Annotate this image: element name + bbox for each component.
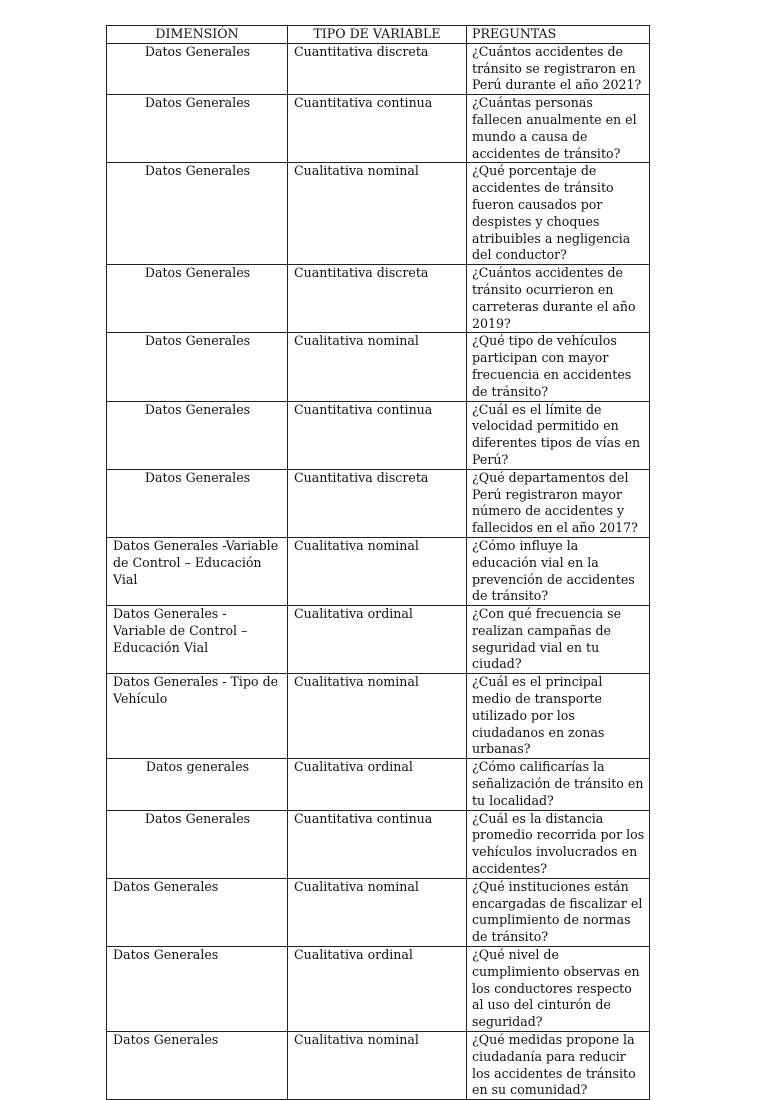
table-row <box>107 163 650 265</box>
tipo-variable-cell: Cualitativa nominal <box>288 537 467 605</box>
pregunta-cell: ¿Qué nivel de cumplimiento observas en los conductores respecto al uso del cinturón de seguridad? <box>467 947 650 1032</box>
tipo-variable-cell: Cualitativa nominal <box>288 333 467 401</box>
dimension-cell: Datos Generales <box>107 265 288 333</box>
dimension-cell: Datos Generales <box>107 810 288 878</box>
tipo-variable-cell: Cualitativa ordinal <box>288 759 467 810</box>
table-row <box>107 537 650 605</box>
pregunta-cell: ¿Qué porcentaje de accidentes de tránsito fueron causados por despistes y choques atribuibles a negligencia del conductor? <box>467 163 650 265</box>
tipo-variable-cell: Cualitativa nominal <box>288 878 467 946</box>
header-preguntas: PREGUNTAS <box>467 26 650 44</box>
table-row <box>107 947 650 1032</box>
dimension-cell: Datos Generales <box>107 333 288 401</box>
tipo-variable-cell: Cuantitativa discreta <box>288 43 467 94</box>
table-row <box>107 95 650 163</box>
tipo-variable-cell: Cuantitativa discreta <box>288 265 467 333</box>
tipo-variable-cell: Cualitativa nominal <box>288 163 467 265</box>
dimension-cell: Datos Generales <box>107 1032 288 1100</box>
tipo-variable-cell: Cualitativa nominal <box>288 1032 467 1100</box>
table-row <box>107 43 650 94</box>
table-row <box>107 878 650 946</box>
tipo-variable-cell: Cualitativa ordinal <box>288 947 467 1032</box>
dimension-cell: Datos Generales <box>107 878 288 946</box>
dimension-cell: Datos Generales <box>107 163 288 265</box>
tipo-variable-cell: Cuantitativa continua <box>288 95 467 163</box>
table-row <box>107 333 650 401</box>
table-row <box>107 1032 650 1100</box>
tipo-variable-cell: Cualitativa nominal <box>288 674 467 759</box>
table-row <box>107 674 650 759</box>
pregunta-cell: ¿Cómo calificarías la señalización de tránsito en tu localidad? <box>467 759 650 810</box>
pregunta-cell: ¿Cuántos accidentes de tránsito se registraron en Perú durante el año 2021? <box>467 43 650 94</box>
pregunta-cell: ¿Cuántos accidentes de tránsito ocurrieron en carreteras durante el año 2019? <box>467 265 650 333</box>
header-tipo-variable: TIPO DE VARIABLE <box>288 26 467 44</box>
dimension-cell: Datos Generales <box>107 947 288 1032</box>
dimension-cell: Datos Generales <box>107 43 288 94</box>
tipo-variable-cell: Cuantitativa discreta <box>288 469 467 537</box>
dimension-cell: Datos Generales - Tipo de Vehículo <box>107 674 288 759</box>
dimension-cell: Datos Generales <box>107 469 288 537</box>
table-row <box>107 401 650 469</box>
pregunta-cell: ¿Cuál es la distancia promedio recorrida por los vehículos involucrados en accidentes? <box>467 810 650 878</box>
pregunta-cell: ¿Qué tipo de vehículos participan con mayor frecuencia en accidentes de tránsito? <box>467 333 650 401</box>
table-row <box>107 469 650 537</box>
pregunta-cell: ¿Qué instituciones están encargadas de fiscalizar el cumplimiento de normas de tránsito? <box>467 878 650 946</box>
pregunta-cell: ¿Qué medidas propone la ciudadanía para reducir los accidentes de tránsito en su comunidad? <box>467 1032 650 1100</box>
tipo-variable-cell: Cuantitativa continua <box>288 401 467 469</box>
tipo-variable-cell: Cualitativa ordinal <box>288 606 467 674</box>
variables-table <box>106 25 650 1100</box>
pregunta-cell: ¿Cuántas personas fallecen anualmente en el mundo a causa de accidentes de tránsito? <box>467 95 650 163</box>
pregunta-cell: ¿Cómo influye la educación vial en la prevención de accidentes de tránsito? <box>467 537 650 605</box>
table-row <box>107 265 650 333</box>
header-row <box>107 26 650 44</box>
dimension-cell: Datos Generales - Variable de Control – Educación Vial <box>107 606 288 674</box>
header-dimension: DIMENSIÓN <box>107 26 288 44</box>
dimension-cell: Datos Generales <box>107 401 288 469</box>
tipo-variable-cell: Cuantitativa continua <box>288 810 467 878</box>
pregunta-cell: ¿Qué departamentos del Perú registraron mayor número de accidentes y fallecidos en el año 2017? <box>467 469 650 537</box>
pregunta-cell: ¿Cuál es el principal medio de transporte utilizado por los ciudadanos en zonas urbanas? <box>467 674 650 759</box>
table-row <box>107 810 650 878</box>
dimension-cell: Datos generales <box>107 759 288 810</box>
pregunta-cell: ¿Con qué frecuencia se realizan campañas de seguridad vial en tu ciudad? <box>467 606 650 674</box>
dimension-cell: Datos Generales <box>107 95 288 163</box>
pregunta-cell: ¿Cuál es el límite de velocidad permitido en diferentes tipos de vías en Perú? <box>467 401 650 469</box>
dimension-cell: Datos Generales -Variable de Control – Educación Vial <box>107 537 288 605</box>
table-row <box>107 759 650 810</box>
table-row <box>107 606 650 674</box>
